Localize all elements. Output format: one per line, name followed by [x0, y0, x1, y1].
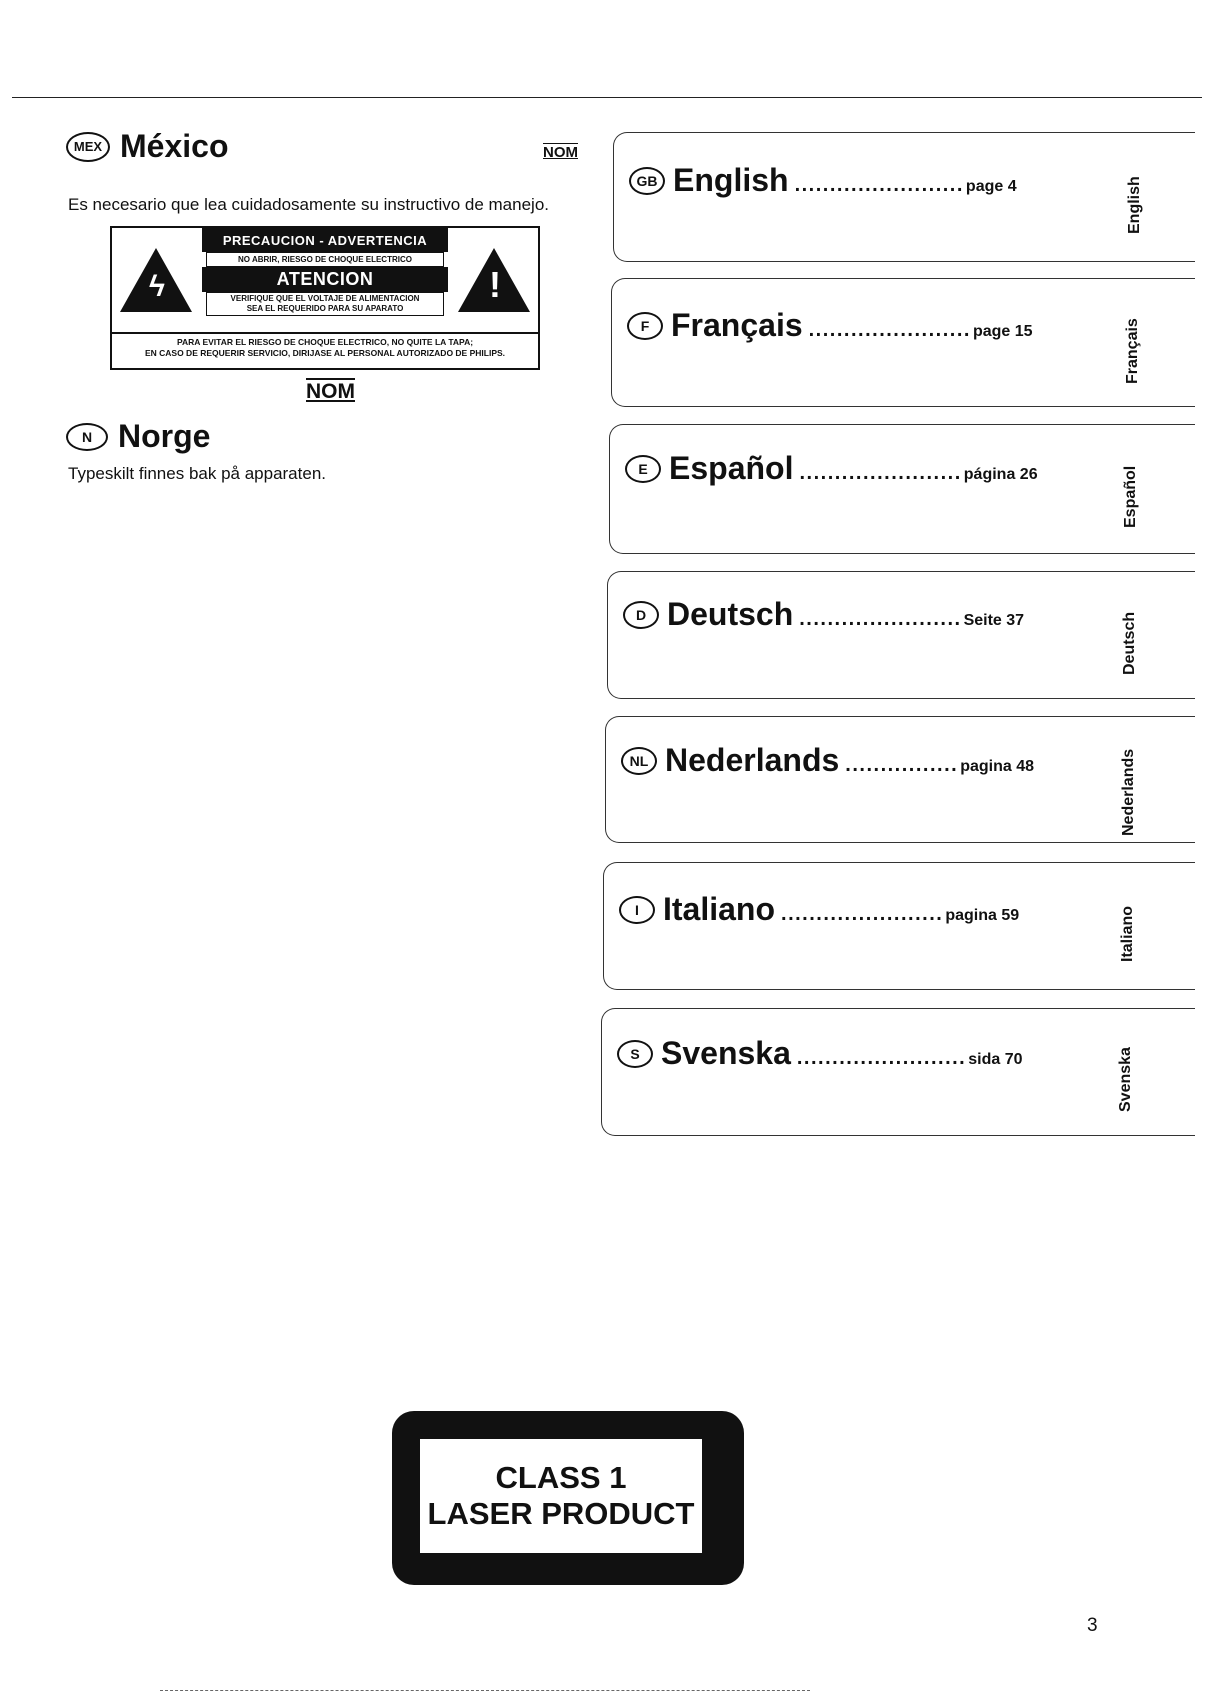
tab-frame: [609, 424, 1195, 554]
verifique-text: [206, 292, 444, 316]
leader-dots: ........................: [796, 1047, 967, 1069]
page-reference: sida 70: [968, 1051, 1023, 1068]
bottom-rule: [160, 1690, 810, 1691]
mexico-text: Es necesario que lea cuidadosamente su instructivo de manejo.: [68, 195, 550, 214]
side-tab-label: Svenska: [1117, 1047, 1134, 1112]
side-tab-label: Nederlands: [1120, 748, 1137, 836]
country-badge: NL: [621, 747, 657, 775]
page-reference: pagina 59: [945, 907, 1020, 924]
country-badge: S: [617, 1040, 653, 1068]
page-number: 3: [1087, 1615, 1098, 1636]
precaucion-text: PRECAUCION - ADVERTENCIA: [202, 228, 448, 252]
warning-bottom: [112, 332, 538, 360]
warning-bottom-line-1: PARA EVITAR EL RIESGO DE CHOQUE ELECTRICO, NO QUITE LA TAPA;: [176, 337, 474, 347]
mexico-badge: MEX: [66, 132, 110, 162]
exclamation-warning-icon: !: [458, 248, 530, 312]
country-badge: D: [623, 601, 659, 629]
side-tab-label: Español: [1122, 465, 1139, 528]
leader-dots: ................: [845, 754, 959, 776]
leader-dots: .......................: [781, 903, 944, 925]
language-name: Español: [669, 450, 794, 486]
nom-mark: NOM: [543, 144, 578, 161]
page-reference: página 26: [963, 466, 1038, 483]
language-name: Svenska: [661, 1035, 791, 1071]
side-tab-label: English: [1126, 176, 1143, 234]
tab-entry: [625, 450, 1038, 487]
laser-class-text: CLASS 1: [495, 1460, 627, 1496]
tab-entry: [619, 891, 1019, 928]
top-rule: [12, 97, 1202, 98]
leader-dots: ........................: [794, 174, 964, 196]
language-name: English: [673, 162, 789, 198]
tab-frame: [601, 1008, 1195, 1136]
warning-label: [110, 226, 540, 370]
norge-text: Typeskilt finnes bak på apparaten.: [68, 464, 326, 483]
language-name: Italiano: [663, 891, 776, 927]
warning-bottom-line-2: EN CASO DE REQUERIR SERVICIO, DIRIJASE AL PERSONAL AUTORIZADO DE PHILIPS.: [144, 348, 506, 359]
verifique-line-1: VERIFIQUE QUE EL VOLTAJE DE ALIMENTACION: [230, 294, 420, 303]
page-reference: Seite 37: [963, 612, 1025, 629]
leader-dots: .......................: [808, 319, 971, 341]
norge-badge: N: [66, 423, 108, 451]
country-badge: GB: [629, 167, 665, 195]
side-tab-label: Deutsch: [1121, 611, 1138, 675]
page-reference: page 15: [972, 323, 1033, 340]
side-tab-label: Italiano: [1119, 905, 1136, 962]
tab-entry: [629, 162, 1017, 199]
laser-product-label: [392, 1411, 744, 1585]
tab-entry: [617, 1035, 1023, 1072]
side-tab-label: Français: [1124, 318, 1141, 384]
tab-entry: [623, 596, 1024, 633]
laser-product-text: LASER PRODUCT: [427, 1496, 695, 1531]
norge-title: Norge: [118, 418, 211, 454]
mexico-heading: [66, 128, 228, 165]
country-badge: I: [619, 896, 655, 924]
tab-entry: [621, 742, 1034, 779]
tab-frame: [607, 571, 1195, 699]
language-name: Français: [671, 307, 803, 343]
mexico-title: México: [120, 128, 229, 164]
language-name: Deutsch: [667, 596, 794, 632]
page-reference: page 4: [965, 178, 1017, 195]
no-abrir-text: NO ABRIR, RIESGO DE CHOQUE ELECTRICO: [206, 252, 444, 267]
language-name: Nederlands: [665, 742, 840, 778]
tab-frame: [605, 716, 1195, 843]
page-reference: pagina 48: [960, 758, 1034, 775]
laser-label-inner: [420, 1439, 702, 1553]
nom-mark-large: NOM: [306, 380, 355, 403]
warning-center: [202, 228, 448, 316]
leader-dots: .......................: [799, 608, 962, 630]
norge-heading: [66, 418, 210, 455]
electric-warning-icon: ϟ: [120, 248, 192, 312]
atencion-text: ATENCION: [202, 267, 448, 292]
tab-entry: [627, 307, 1033, 344]
country-badge: F: [627, 312, 663, 340]
verifique-line-2: SEA EL REQUERIDO PARA SU APARATO: [246, 304, 404, 314]
country-badge: E: [625, 455, 661, 483]
leader-dots: .......................: [799, 462, 962, 484]
